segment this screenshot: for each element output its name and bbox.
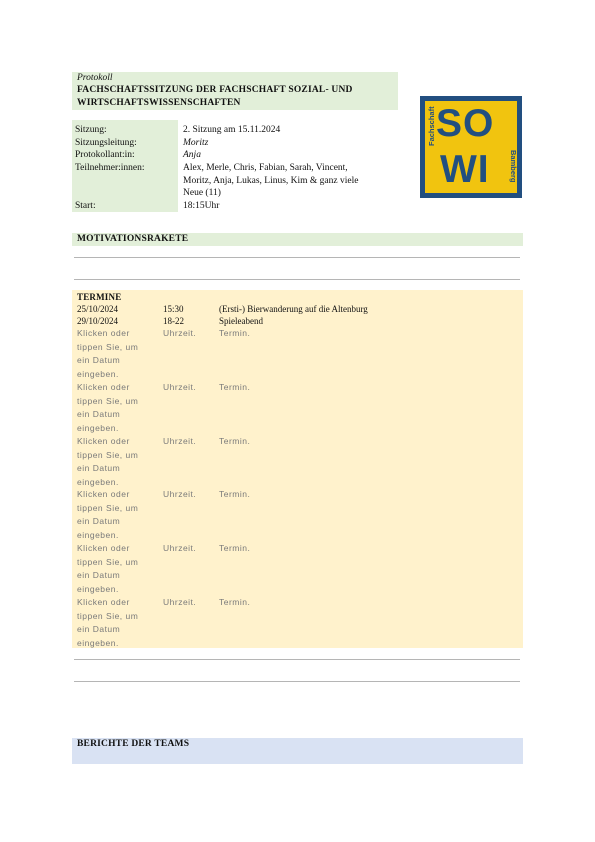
placeholder-line: eingeben. <box>77 422 119 433</box>
time-placeholder[interactable]: Uhrzeit. <box>163 382 197 392</box>
date-placeholder[interactable] <box>77 488 161 542</box>
protokoll-value: Anja <box>183 150 201 160</box>
placeholder-line: tippen Sie, um <box>77 610 139 621</box>
divider <box>74 257 520 258</box>
document-kicker: Protokoll <box>77 73 113 83</box>
termin-placeholder[interactable]: Termin. <box>219 543 251 553</box>
placeholder-line: eingeben. <box>77 529 119 540</box>
berichte-title: BERICHTE DER TEAMS <box>77 739 190 749</box>
divider <box>74 279 520 280</box>
placeholder-line: eingeben. <box>77 583 119 594</box>
time-placeholder[interactable]: Uhrzeit. <box>163 328 197 338</box>
termin-desc: (Ersti-) Bierwanderung auf die Altenburg <box>219 304 368 314</box>
teilnehmer-label: Teilnehmer:innen: <box>75 163 145 173</box>
logo-side-right: Bamberg <box>509 150 518 183</box>
title-line-2: WIRTSCHAFTSWISSENSCHAFTEN <box>77 98 241 108</box>
placeholder-line: tippen Sie, um <box>77 341 139 352</box>
placeholder-line: Klicken oder <box>77 489 130 499</box>
placeholder-line: ein Datum <box>77 409 121 419</box>
divider <box>74 681 520 682</box>
document-title <box>77 84 395 110</box>
placeholder-line: eingeben. <box>77 476 119 487</box>
logo-text-top: SO <box>436 102 495 145</box>
placeholder-line: tippen Sie, um <box>77 395 139 406</box>
placeholder-line: ein Datum <box>77 624 121 634</box>
termin-date: 29/10/2024 <box>77 316 119 326</box>
termin-date: 25/10/2024 <box>77 304 119 314</box>
leitung-label: Sitzungsleitung: <box>75 138 137 148</box>
termin-time: 15:30 <box>163 304 184 314</box>
start-label: Start: <box>75 201 96 211</box>
teilnehmer-value <box>183 162 393 200</box>
sitzung-value: 2. Sitzung am 15.11.2024 <box>183 125 281 135</box>
logo-side-left: Fachschaft <box>427 106 436 146</box>
date-placeholder[interactable] <box>77 542 161 596</box>
placeholder-line: tippen Sie, um <box>77 556 139 567</box>
termin-placeholder[interactable]: Termin. <box>219 328 251 338</box>
date-placeholder[interactable] <box>77 327 161 381</box>
placeholder-line: Klicken oder <box>77 543 130 553</box>
termin-placeholder[interactable]: Termin. <box>219 382 251 392</box>
time-placeholder[interactable]: Uhrzeit. <box>163 436 197 446</box>
termin-placeholder[interactable]: Termin. <box>219 489 251 499</box>
termin-time: 18-22 <box>163 316 184 326</box>
placeholder-line: eingeben. <box>77 368 119 379</box>
termin-placeholder[interactable]: Termin. <box>219 597 251 607</box>
placeholder-line: ein Datum <box>77 463 121 473</box>
motivation-title: MOTIVATIONSRAKETE <box>77 234 189 244</box>
time-placeholder[interactable]: Uhrzeit. <box>163 543 197 553</box>
placeholder-line: ein Datum <box>77 516 121 526</box>
sitzung-label: Sitzung: <box>75 125 107 135</box>
start-value: 18:15Uhr <box>183 201 220 211</box>
teilnehmer-line-1: Alex, Merle, Chris, Fabian, Sarah, Vincent, <box>183 163 348 173</box>
placeholder-line: Klicken oder <box>77 597 130 607</box>
termin-desc: Spieleabend <box>219 316 263 326</box>
placeholder-line: tippen Sie, um <box>77 449 139 460</box>
leitung-value: Moritz <box>183 138 209 148</box>
placeholder-line: Klicken oder <box>77 382 130 392</box>
time-placeholder[interactable]: Uhrzeit. <box>163 597 197 607</box>
date-placeholder[interactable] <box>77 435 161 489</box>
teilnehmer-line-3: Neue (11) <box>183 188 221 198</box>
time-placeholder[interactable]: Uhrzeit. <box>163 489 197 499</box>
placeholder-line: eingeben. <box>77 637 119 648</box>
termin-placeholder[interactable]: Termin. <box>219 436 251 446</box>
teilnehmer-line-2: Moritz, Anja, Lukas, Linus, Kim & ganz viele <box>183 175 359 186</box>
placeholder-line: ein Datum <box>77 355 121 365</box>
date-placeholder[interactable] <box>77 596 161 650</box>
protokoll-label: Protokollant:in: <box>75 150 135 160</box>
title-line-1: FACHSCHAFTSSITZUNG DER FACHSCHAFT SOZIAL- UND <box>77 85 353 95</box>
divider <box>74 659 520 660</box>
date-placeholder[interactable] <box>77 381 161 435</box>
placeholder-line: Klicken oder <box>77 436 130 446</box>
placeholder-line: ein Datum <box>77 570 121 580</box>
placeholder-line: tippen Sie, um <box>77 502 139 513</box>
placeholder-line: Klicken oder <box>77 328 130 338</box>
logo-text-bottom: WI <box>440 148 490 191</box>
termine-title: TERMINE <box>77 292 122 302</box>
